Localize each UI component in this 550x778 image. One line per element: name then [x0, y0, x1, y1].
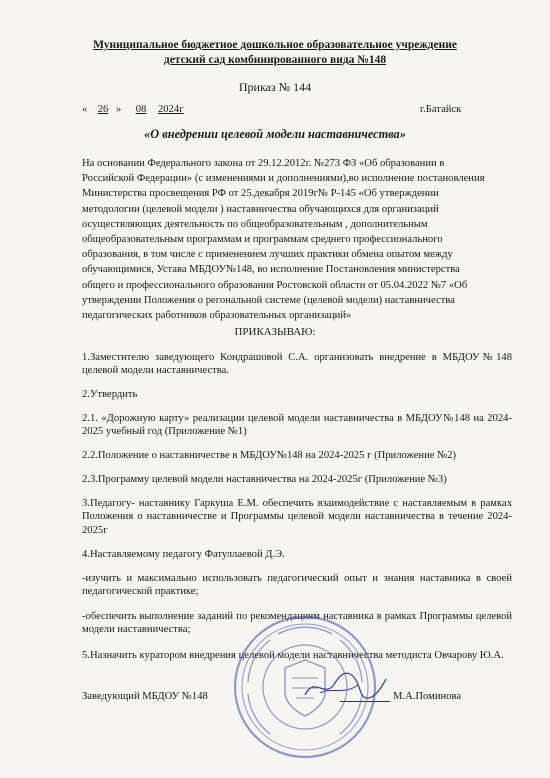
basis-line: обучающимися, Устава МБДОУ№148, во исполнение Постановления министерства: [82, 264, 460, 276]
basis-line: педагогических работников образовательных организаций»: [82, 310, 352, 321]
org-name-line1: Муниципальное бюджетное дошкольное образовательное учреждение: [93, 39, 457, 51]
basis-line: утверждении Положения о регональной системе (целевой модели) наставничества: [82, 294, 455, 306]
date-open: «: [82, 104, 88, 115]
order-word: ПРИКАЗЫВАЮ:: [234, 326, 316, 338]
item-4: 4.Наставляемому педагогу Фатуллаевой Д.Э.: [82, 549, 285, 560]
date-close: »: [116, 104, 122, 115]
item-2: 2.Утвердить: [82, 389, 138, 400]
basis-line: На основании Федерального закона от 29.12.2012г. №273 ФЗ «Об образовании в: [82, 158, 445, 169]
item-1: 1.Заместителю заведующего Кондрашовой С.А. организовать внедрение в МБДОУ№148 целевой модели наставничества.: [82, 352, 512, 377]
org-name-line2: детский сад комбинированного вида №148: [163, 54, 387, 66]
item-5: 5.Назначить куратором внедрения целевой модели наставничества методиста Овчарову Ю.А.: [82, 650, 504, 661]
date-year: 2024г: [158, 104, 184, 115]
basis-line: методологии (целевой модели ) наставничества обучающихся для организаций: [82, 203, 439, 215]
item-4-b: -обеспечить выполнение заданий по рекомендациям наставника в рамках Программы целевой модели наставничества;: [82, 611, 512, 636]
basis-line: общеобразовательным программам и программам среднего профессионального: [82, 234, 443, 245]
item-2-3: 2.3.Программу целевой модели наставничества на 2024-2025г (Приложение №3): [82, 474, 447, 485]
city: г.Батайск: [420, 104, 462, 115]
official-seal: [230, 612, 380, 762]
date-month: 08: [135, 104, 147, 115]
basis-line: образования, в том числе с применением лучших практики обмена опытом между: [82, 249, 453, 261]
signatory-name: М.А.Поминова: [393, 691, 462, 702]
basis-line: Министерства просвещения РФ от 25.декабря 2019г№ Р-145 «Об утверждении: [82, 188, 439, 200]
item-2-2: 2.2.Положение о наставничестве в МБДОУ№148 на 2024-2025 г (Приложение №2): [82, 450, 457, 461]
order-subject: «О внедрении целевой модели наставничества»: [144, 127, 406, 141]
order-title: Приказ № 144: [238, 80, 312, 94]
item-4-a: -изучить и максимально использовать педагогический опыт и знания наставника в своей педагогической практике;: [82, 573, 512, 598]
item-2-1: 2.1. «Дорожную карту» реализации целевой модели наставничества в МБДОУ№148 на 2024-2025 учебный год (Приложение №1): [82, 413, 512, 438]
signatory-position: Заведующий МБДОУ №148: [82, 691, 208, 702]
basis-line: общего и профессионального образования Ростовской области от 05.04.2022 №7 «Об: [82, 279, 468, 291]
date-day: 26: [97, 104, 109, 115]
basis-line: Российской Федерации» (с изменениями и дополнениями),во исполнение постановления: [82, 173, 485, 185]
item-3: 3.Педагогу- наставнику Гаркуша Е.М. обеспечить взаимодействие с наставляемым в рамках Положения о наставничестве и Программы целевой модели наставничества в течение 2024-2025г: [82, 498, 512, 536]
basis-line: осуществляющих деятельность по общеобразовательным , дополнительным: [82, 218, 428, 230]
